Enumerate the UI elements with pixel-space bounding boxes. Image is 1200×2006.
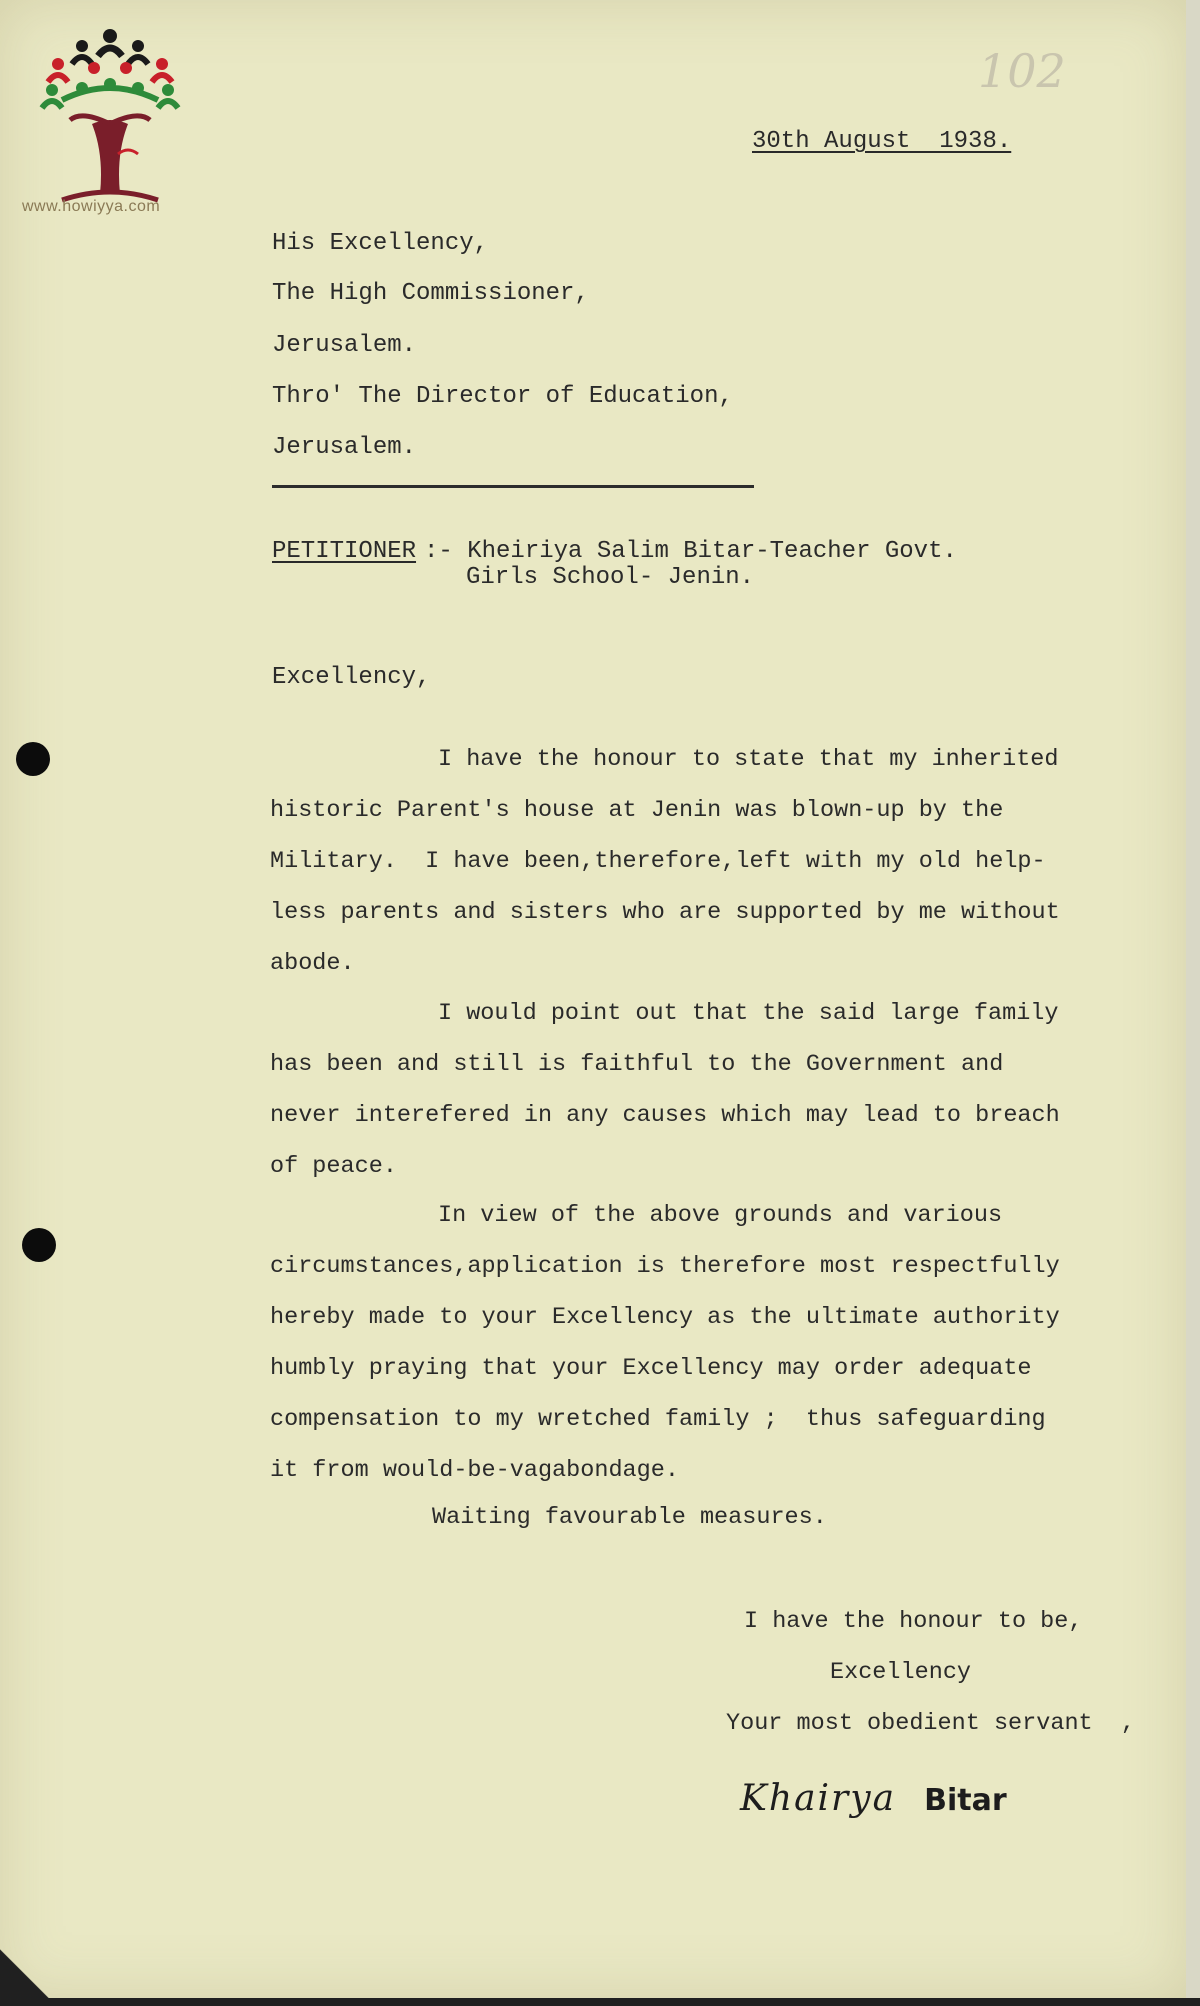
closing-line-3: Your most obedient servant , (726, 1710, 1135, 1737)
paragraph-line: it from would-be-vagabondage. (270, 1457, 679, 1484)
address-line: His Excellency, (272, 230, 489, 257)
closing-request: Waiting favourable measures. (432, 1504, 827, 1531)
petitioner-line-2: Girls School- Jenin. (466, 564, 755, 591)
paragraph-line: Military. I have been,therefore,left with my old help- (270, 848, 1046, 875)
paragraph-line: historic Parent's house at Jenin was blown-up by the (270, 797, 1004, 824)
paragraph-line: compensation to my wretched family ; thus safeguarding (270, 1406, 1046, 1433)
paragraph-line: hereby made to your Excellency as the ultimate authority (270, 1304, 1060, 1331)
paragraph-line: has been and still is faithful to the Government and (270, 1051, 1004, 1078)
folio-number: 102 (978, 44, 1066, 98)
paragraph-line: of peace. (270, 1153, 397, 1180)
petitioner-label: PETITIONER (272, 538, 417, 565)
handwritten-signature (740, 1778, 1007, 1819)
logo-people (42, 29, 178, 108)
torn-corner (0, 1938, 60, 1998)
scan-border (0, 1998, 1200, 2006)
logo-url: www.howiyya.com (22, 198, 161, 215)
paragraph-line: humbly praying that your Excellency may order adequate (270, 1355, 1032, 1382)
howiyya-logo (22, 24, 198, 224)
address-line: Jerusalem. (272, 332, 417, 359)
paragraph-line: In view of the above grounds and various (438, 1202, 1003, 1229)
body-paragraph (270, 988, 1120, 1192)
signature-first-name: Khairya (740, 1778, 897, 1819)
paragraph-line: I would point out that the said large family (438, 1000, 1059, 1027)
paragraph-line: I have the honour to state that my inherited (438, 746, 1059, 773)
body-paragraph (270, 1190, 1120, 1496)
paragraph-line: less parents and sisters who are supported by me without (270, 899, 1060, 926)
signature-last-name: Bitar (924, 1783, 1007, 1818)
closing-line-1: I have the honour to be, (744, 1608, 1083, 1635)
salutation: Excellency, (272, 664, 431, 691)
paragraph-line: circumstances,application is therefore most respectfully (270, 1253, 1060, 1280)
closing-line-2: Excellency (830, 1659, 972, 1686)
logo-tree (62, 116, 158, 200)
page-edge (1186, 0, 1200, 2006)
address-line: Thro' The Director of Education, (272, 383, 733, 410)
paragraph-line: never interefered in any causes which may lead to breach (270, 1102, 1060, 1129)
letter-date: 30th August 1938. (752, 128, 1012, 155)
petitioner-line-1: :- Kheiriya Salim Bitar-Teacher Govt. (424, 538, 957, 565)
address-line: The High Commissioner, (272, 280, 589, 307)
punch-hole (22, 1228, 56, 1262)
divider-rule (272, 485, 754, 488)
address-line: Jerusalem. (272, 434, 417, 461)
punch-hole (16, 742, 50, 776)
paragraph-line: abode. (270, 950, 355, 977)
body-paragraph (270, 734, 1120, 989)
